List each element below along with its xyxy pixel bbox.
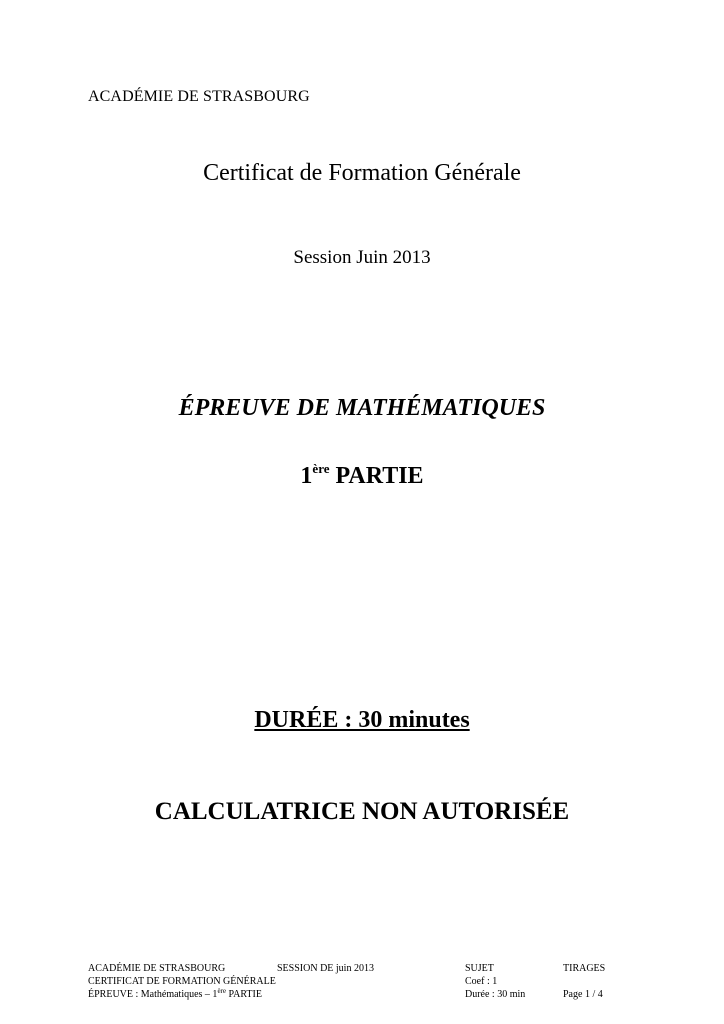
epreuve-title: ÉPREUVE DE MATHÉMATIQUES [178, 395, 546, 421]
partie-suffix: ère [312, 461, 330, 476]
certificat-title: Certificat de Formation Générale [203, 160, 521, 186]
footer-epreuve-suffix: PARTIE [225, 989, 262, 1000]
partie-label: PARTIE [335, 463, 424, 489]
page-footer [88, 962, 628, 1006]
footer-epreuve-prefix: ÉPREUVE : Mathématiques – 1 [88, 989, 218, 1000]
footer-academie: ACADÉMIE DE STRASBOURG [88, 963, 226, 974]
partie-number: 1 [300, 463, 313, 489]
footer-sujet: SUJET [465, 963, 494, 974]
calculatrice-notice: CALCULATRICE NON AUTORISÉE [154, 798, 570, 825]
footer-epreuve-sup: ère [217, 987, 226, 995]
footer-epreuve [88, 988, 262, 1001]
footer-duree: Durée : 30 min [465, 989, 526, 1000]
footer-session: SESSION DE juin 2013 [277, 963, 374, 974]
partie-heading [0, 463, 724, 490]
session-date: Session Juin 2013 [293, 247, 431, 268]
footer-certificat: CERTIFICAT DE FORMATION GÉNÉRALE [88, 976, 276, 987]
footer-coef: Coef : 1 [465, 976, 498, 987]
academie-header: ACADÉMIE DE STRASBOURG [88, 88, 310, 105]
footer-page-number: Page 1 / 4 [563, 989, 603, 1000]
duree-heading: DURÉE : 30 minutes [254, 707, 470, 733]
footer-tirages: TIRAGES [563, 963, 606, 974]
